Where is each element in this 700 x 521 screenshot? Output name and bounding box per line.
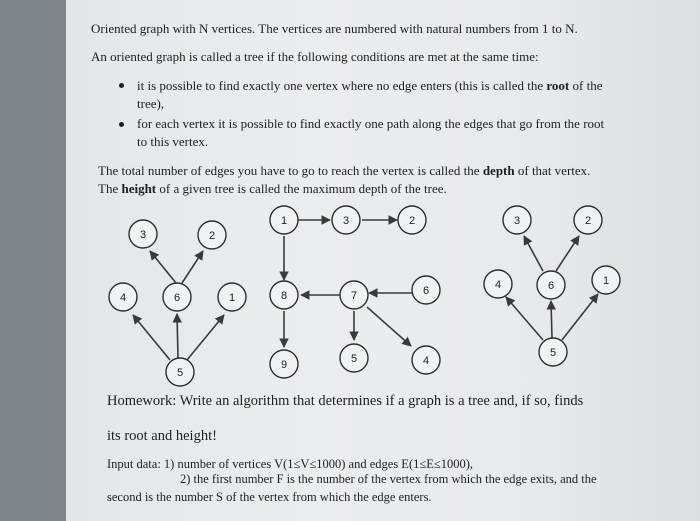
bullet-2-line-2: to this vertex. xyxy=(137,134,209,149)
depth-definition: The total number of edges you have to go to reach the vertex is called the depth of that vertex. xyxy=(98,163,591,178)
graph3-label-5: 5 xyxy=(549,347,557,359)
graph2-label-7: 7 xyxy=(350,290,358,302)
graph3-label-2: 2 xyxy=(584,215,592,227)
graph2-label-2: 2 xyxy=(408,215,416,227)
bullet-1-line-2: tree), xyxy=(137,96,165,111)
graph1-label-6: 6 xyxy=(173,292,181,304)
graph1-label-5: 5 xyxy=(176,367,184,379)
graph2-label-1: 1 xyxy=(280,215,288,227)
graph2-label-9: 9 xyxy=(280,359,288,371)
input-line-3: second is the number S of the vertex from which the edge enters. xyxy=(107,490,432,504)
intro-line-1: Oriented graph with N vertices. The vertices are numbered with natural numbers from 1 to N. xyxy=(91,21,578,36)
intro-line-2: An oriented graph is called a tree if the following conditions are met at the same time: xyxy=(91,49,539,64)
graph3-label-1: 1 xyxy=(602,275,610,287)
homework-line-1: Homework: Write an algorithm that determines if a graph is a tree and, if so, finds xyxy=(107,393,584,409)
graph3-label-6: 6 xyxy=(547,280,555,292)
graph3-label-4: 4 xyxy=(494,279,502,291)
graph2-label-5: 5 xyxy=(350,353,358,365)
graph2-label-8: 8 xyxy=(280,290,288,302)
graph2-label-6: 6 xyxy=(422,285,430,297)
graph3-label-3: 3 xyxy=(513,215,521,227)
graph2-label-4: 4 xyxy=(422,355,430,367)
homework-line-2: its root and height! xyxy=(107,428,217,444)
bullet-2-line-1: for each vertex it is possible to find exactly one path along the edges that go from the root xyxy=(137,116,605,131)
graph1-label-3: 3 xyxy=(139,229,147,241)
input-line-2: 2) the first number F is the number of the vertex from which the edge exits, and the xyxy=(180,472,597,486)
bullet-1-line-1: it is possible to find exactly one vertex where no edge enters (this is called the root of the xyxy=(137,78,603,93)
graph1-label-4: 4 xyxy=(119,292,127,304)
input-line-1: Input data: 1) number of vertices V(1≤V≤1000) and edges E(1≤E≤1000), xyxy=(107,457,474,471)
graph2-label-3: 3 xyxy=(342,215,350,227)
graph1-label-1: 1 xyxy=(228,292,236,304)
graph1-label-2: 2 xyxy=(208,230,216,242)
height-definition: The height of a given tree is called the maximum depth of the tree. xyxy=(98,181,447,196)
